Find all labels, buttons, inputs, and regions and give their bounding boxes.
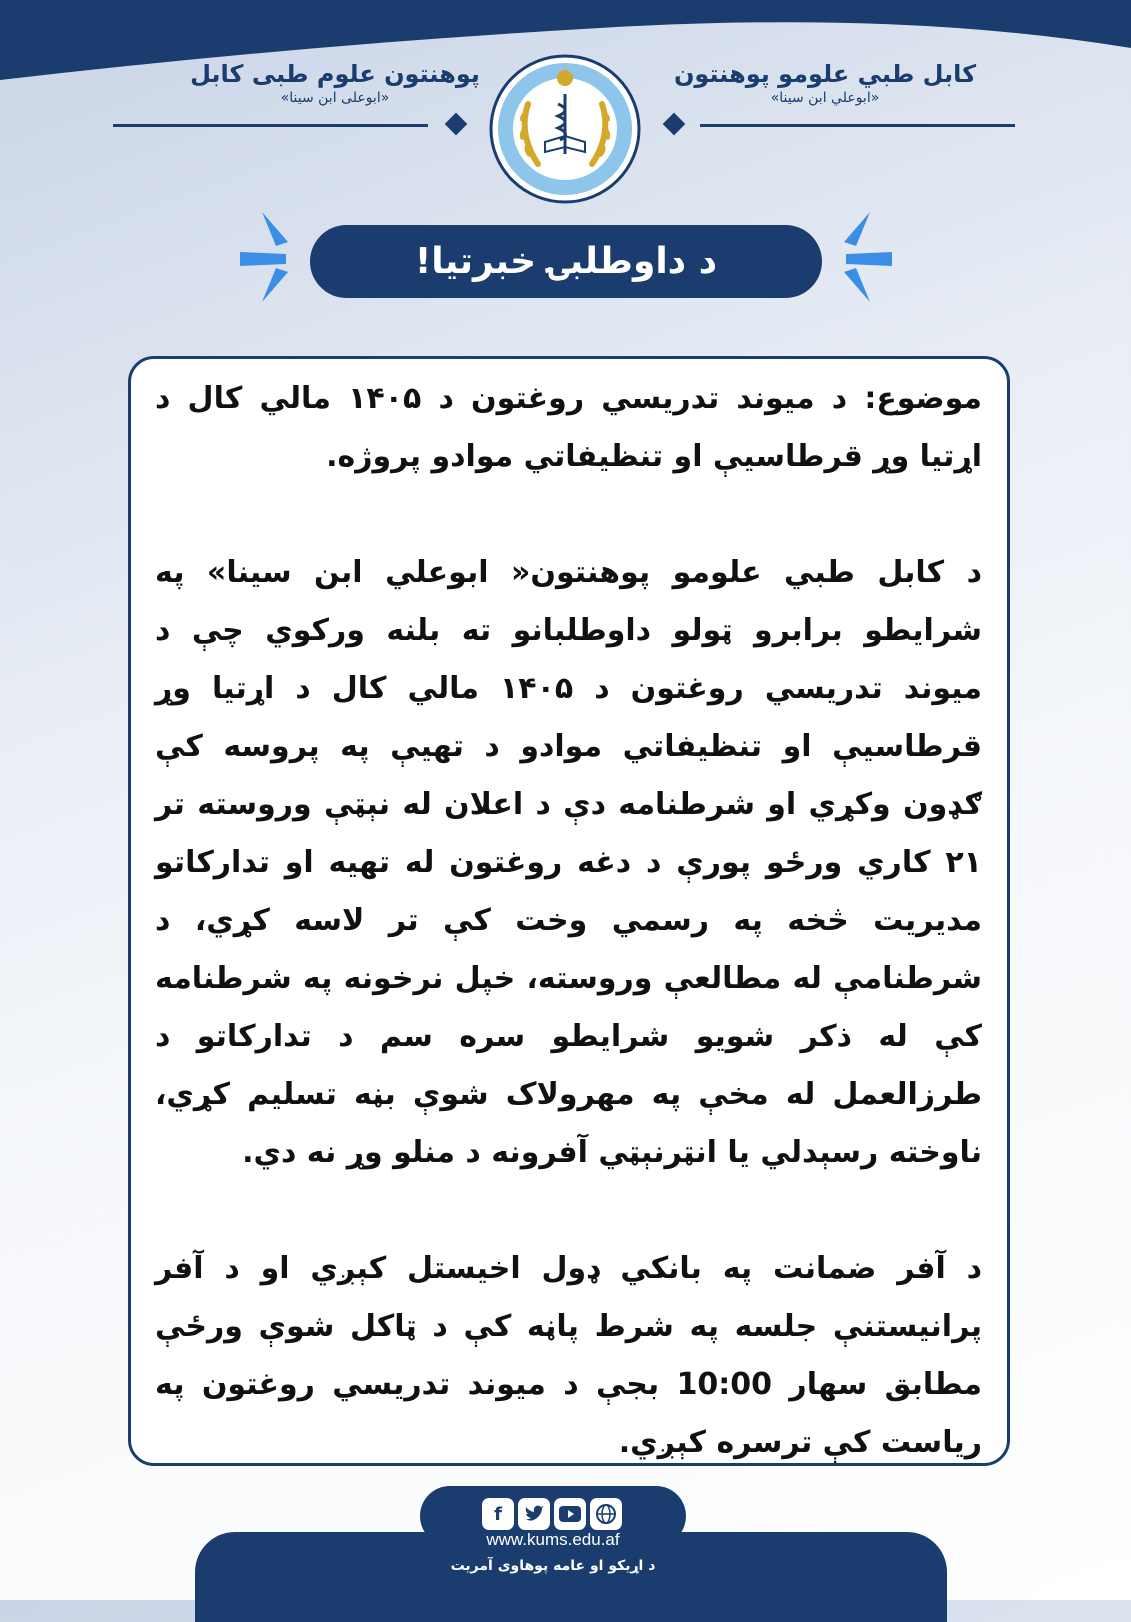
website-icon[interactable] — [590, 1498, 622, 1530]
announcement-body — [155, 370, 982, 1472]
header-left-title — [170, 60, 500, 106]
twitter-icon[interactable] — [518, 1498, 550, 1530]
page-title: د داوطلبۍ خبرتیا! — [310, 225, 822, 298]
diamond-ornament-left — [445, 113, 468, 136]
header-divider-right — [700, 124, 1015, 127]
header-divider-left — [113, 124, 428, 127]
diamond-ornament-right — [663, 113, 686, 136]
header-left-sub: «ابوعلی ابن سینا» — [280, 90, 390, 106]
youtube-icon[interactable] — [554, 1498, 586, 1530]
header-right-title — [660, 60, 990, 106]
university-seal-logo — [488, 54, 643, 204]
department-name: د اړیکو او عامه پوهاوی آمریت — [450, 1558, 656, 1574]
burst-decoration-right — [822, 212, 892, 302]
header-left-name: پوهنتون علوم طبی کابل — [190, 60, 480, 88]
announcement-paragraph-1: د کابل طبي علومو پوهنتون« ابوعلي ابن سینا» په شرایطو برابرو ټولو داوطلبانو ته بلنه ورکوي چې د میوند تدریسي روغتون د ۱۴۰۵ مالي کال د اړتیا وړ قرطاسیې او تنظیفاتي موادو د تهیې په پروسه کې ګډون وکړي او شرطنامه دې د اعلان له نېټې وروسته تر ۲۱ کاري ورځو پورې د دغه روغتون له تهیه او تدارکاتو مدیریت څخه په رسمي وخت کې تر لاسه کړي، د شرطنامې له مطالعې وروسته، خپل نرخونه په شرطنامه کې له ذکر شویو شرایطو سره سم د تدارکاتو د طرزالعمل له مخې په مهرولاک شوې بڼه تسلیم کړي، ناوخته رسېدلي یا انټرنېټي آفرونه د منلو وړ نه دي. — [155, 555, 982, 1170]
burst-decoration-left — [240, 212, 310, 302]
subject-line: موضوع: د میوند تدریسي روغتون د ۱۴۰۵ مالي کال د اړتیا وړ قرطاسیې او تنظیفاتي موادو پروژه. — [155, 381, 982, 474]
facebook-icon[interactable]: f — [482, 1498, 514, 1530]
announcement-paragraph-2: د آفر ضمانت په بانکي ډول اخیستل کېږي او د آفر پرانیستنې جلسه په شرط پاڼه کې د ټاکل شوې ورځې مطابق سهار 10:00 بجې د میوند تدریسي روغتون په ریاست کې ترسره کېږي. — [155, 1251, 982, 1460]
social-icons — [482, 1498, 622, 1530]
header-right-sub: «ابوعلي ابن سینا» — [770, 90, 880, 106]
website-url[interactable]: www.kums.edu.af — [486, 1530, 620, 1549]
header-right-name: کابل طبي علومو پوهنتون — [673, 60, 977, 88]
